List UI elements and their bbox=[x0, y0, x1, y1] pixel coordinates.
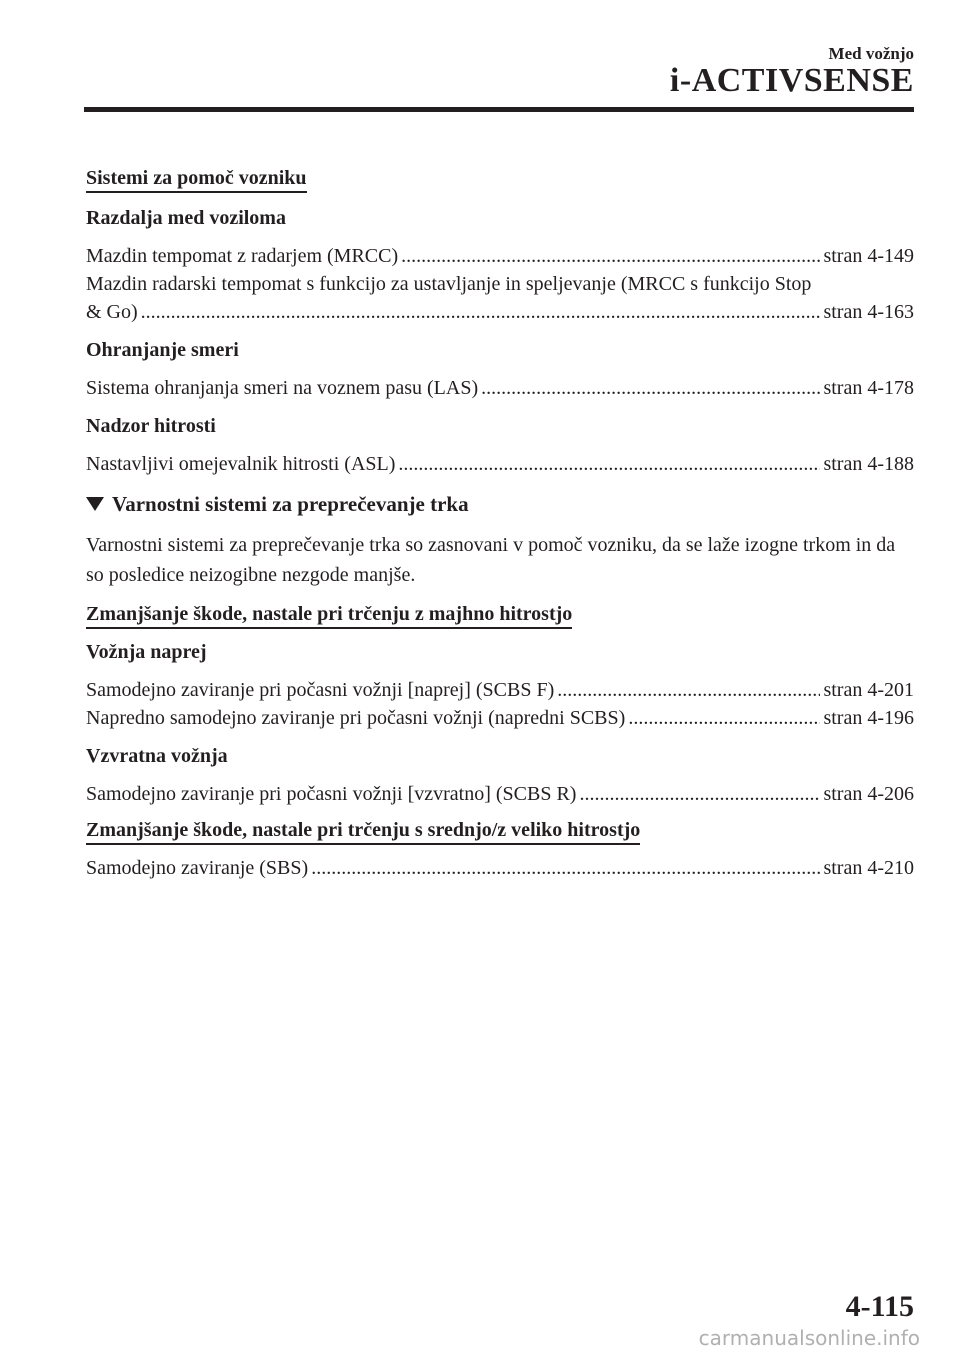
reverse-subheading: Vzvratna vožnja bbox=[86, 745, 228, 767]
toc-entry-text: Samodejno zaviranje pri počasni vožnji [naprej] (SCBS F) bbox=[86, 679, 555, 701]
leader-dots bbox=[481, 374, 820, 402]
toc-entry-las[interactable] bbox=[86, 374, 914, 402]
toc-entry-text-line1: Mazdin radarski tempomat s funkcijo za ustavljanje in speljevanje (MRCC s funkcijo Stop bbox=[86, 273, 812, 295]
toc-entry-scbs-r[interactable] bbox=[86, 780, 914, 808]
toc-entry-advanced-scbs[interactable] bbox=[86, 704, 914, 732]
toc-entry-text: Nastavljivi omejevalnik hitrosti (ASL) bbox=[86, 453, 396, 475]
toc-entry-mrcc[interactable] bbox=[86, 242, 914, 270]
header-rule bbox=[84, 107, 914, 112]
header-chapter-title: i-ACTIVSENSE bbox=[669, 62, 914, 99]
triangle-marker-icon bbox=[86, 497, 104, 511]
leader-dots bbox=[557, 676, 820, 704]
distance-subheading: Razdalja med voziloma bbox=[86, 207, 286, 229]
toc-entry-asl[interactable] bbox=[86, 450, 914, 478]
leader-dots bbox=[398, 450, 820, 478]
leader-dots bbox=[579, 780, 820, 808]
toc-entry-text: Napredno samodejno zaviranje pri počasni vožnji (napredni SCBS) bbox=[86, 707, 626, 729]
toc-entry-page: stran 4-163 bbox=[823, 301, 914, 323]
leader-dots bbox=[141, 298, 821, 326]
toc-entry-page: stran 4-210 bbox=[823, 857, 914, 879]
speed-subheading: Nadzor hitrosti bbox=[86, 415, 216, 437]
toc-entry-sbs[interactable] bbox=[86, 854, 914, 882]
toc-entry-page: stran 4-201 bbox=[823, 679, 914, 701]
toc-entry-text-line2: & Go) bbox=[86, 301, 138, 323]
toc-entry-text: Samodejno zaviranje (SBS) bbox=[86, 857, 309, 879]
toc-entry-text: Sistema ohranjanja smeri na voznem pasu (LAS) bbox=[86, 377, 479, 399]
toc-entry-mrcc-stop-go[interactable] bbox=[86, 270, 914, 326]
forward-subheading: Vožnja naprej bbox=[86, 641, 207, 663]
toc-entry-page: stran 4-149 bbox=[823, 245, 914, 267]
toc-entry-page: stran 4-188 bbox=[823, 453, 914, 475]
watermark: carmanualsonline.info bbox=[698, 1326, 920, 1350]
toc-entry-scbs-f[interactable] bbox=[86, 676, 914, 704]
collision-section-title-text: Varnostni sistemi za preprečevanje trka bbox=[112, 492, 469, 516]
collision-description: Varnostni sistemi za preprečevanje trka so zasnovani v pomoč vozniku, da se laže izogne trkom in da so posledice neizogibne nezgode manjše. bbox=[86, 534, 896, 586]
page-content bbox=[86, 164, 914, 882]
toc-entry-text: Mazdin tempomat z radarjem (MRCC) bbox=[86, 245, 399, 267]
leader-dots bbox=[628, 704, 820, 732]
high-speed-heading: Zmanjšanje škode, nastale pri trčenju s srednjo/z veliko hitrostjo bbox=[86, 818, 640, 845]
toc-entry-page: stran 4-196 bbox=[823, 707, 914, 729]
driver-assist-heading: Sistemi za pomoč vozniku bbox=[86, 166, 307, 193]
lane-subheading: Ohranjanje smeri bbox=[86, 339, 239, 361]
toc-entry-text: Samodejno zaviranje pri počasni vožnji [vzvratno] (SCBS R) bbox=[86, 783, 577, 805]
collision-section-title bbox=[86, 490, 914, 518]
low-speed-heading: Zmanjšanje škode, nastale pri trčenju z majhno hitrostjo bbox=[86, 602, 572, 629]
toc-entry-page: stran 4-178 bbox=[823, 377, 914, 399]
page-number: 4-115 bbox=[845, 1290, 914, 1323]
toc-entry-page: stran 4-206 bbox=[823, 783, 914, 805]
leader-dots bbox=[311, 854, 820, 882]
leader-dots bbox=[401, 242, 820, 270]
header-section-label: Med vožnjo bbox=[828, 44, 914, 63]
